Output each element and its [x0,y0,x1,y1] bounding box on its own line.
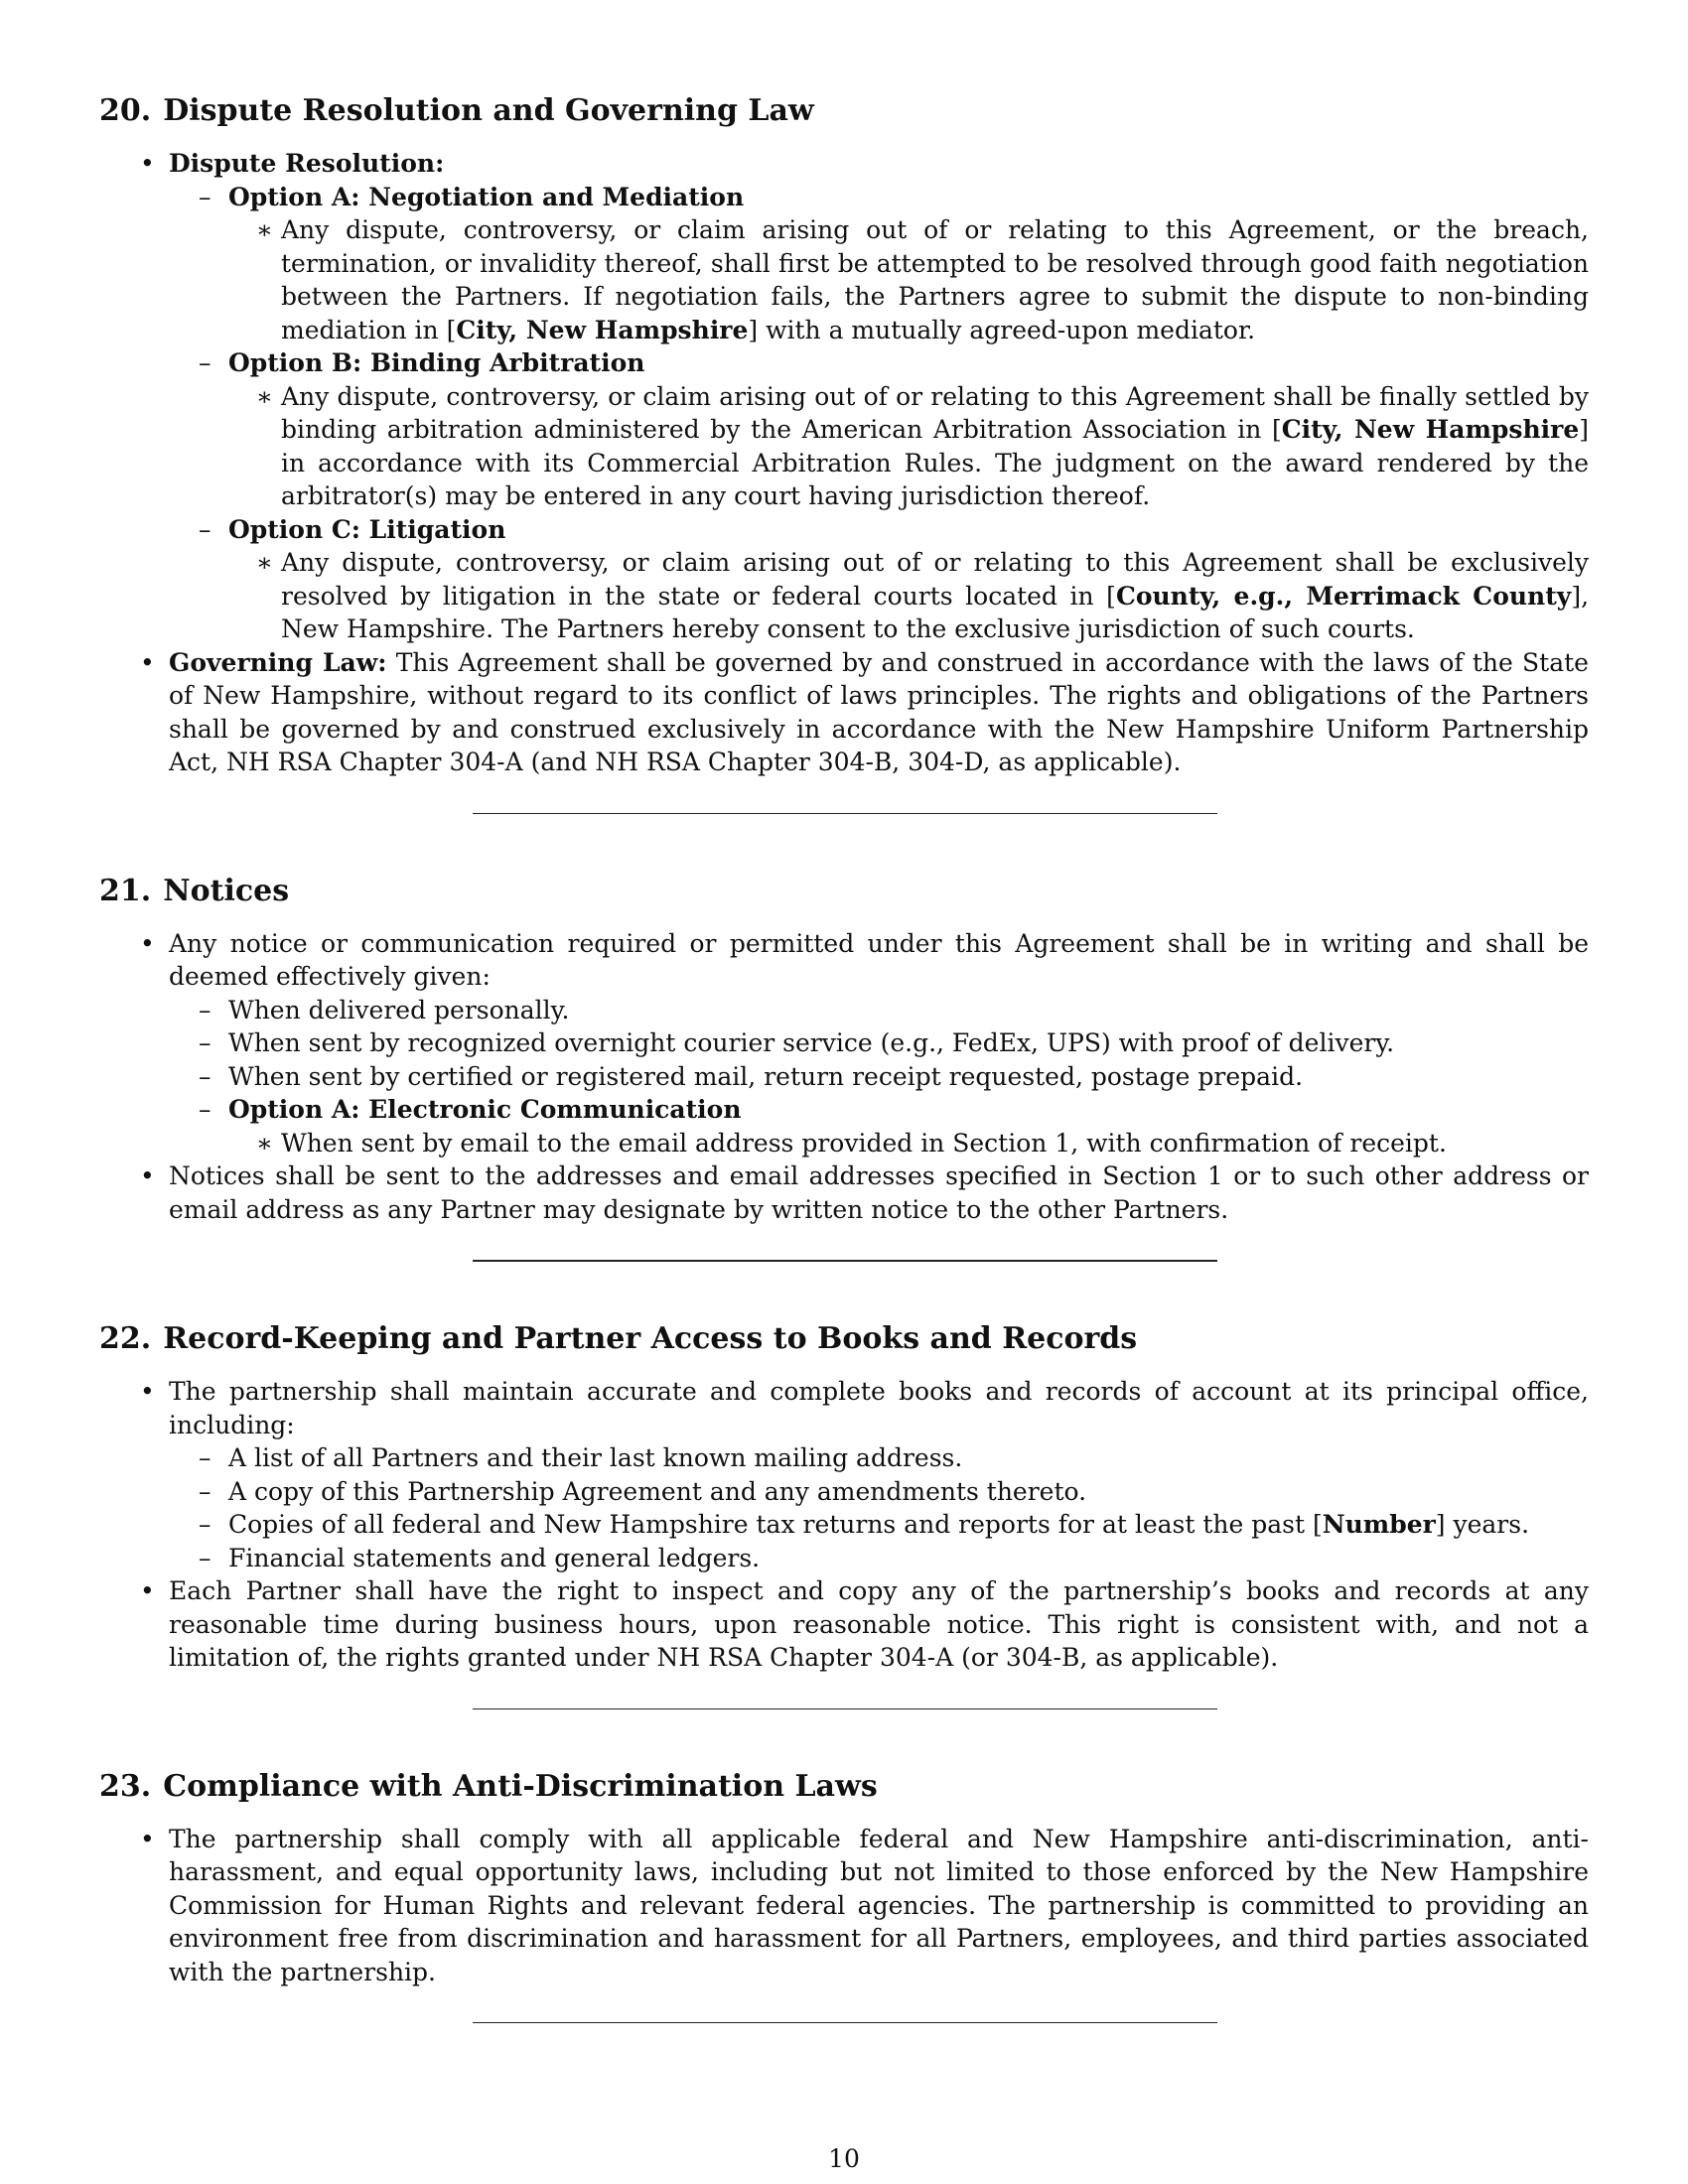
bold-label: Dispute Resolution: [169,149,445,178]
sub-sub-item: ∗ When sent by email to the email address provided in Section 1, with confirmation of receipt. [228,1127,1589,1160]
bullet-list [99,147,1589,779]
sub-sub-item [228,213,1589,346]
placeholder-text: Number [1322,1510,1436,1539]
sub-sub-item [228,546,1589,646]
sub-item [169,1508,1589,1542]
paragraph-text: ] with a mutually agreed-upon mediator. [748,315,1256,344]
paragraph-text: Any dispute, controversy, or claim arising out of or relating to this Agreement shall be finally settled by binding arbitration administered by the American Arbitration Association in [ [281,381,1589,444]
sub-item: – Financial statements and general ledgers. [169,1542,1589,1575]
section-heading [99,1319,1589,1359]
paragraph-text: Any notice or communication required or permitted under this Agreement shall be in writing and shall be deemed effectively given: [169,928,1589,991]
list-item: • Notices shall be sent to the addresses and email addresses specified in Section 1 or to such other address or email address as any Partner may designate by written notice to the other Partners. [99,1160,1589,1226]
paragraph-text: Any dispute, controversy, or claim arising out of or relating to this Agreement, or the breach, termination, or invalidity thereof, shall first be attempted to be resolved through good faith negotiation between the Partners. If negotiation fails, the Partners agree to submit the dispute to non-binding mediation in [ [281,215,1589,344]
sub-item [169,513,1589,646]
section-20 [99,91,1589,814]
placeholder-text: City, New Hampshire [1281,415,1580,444]
placeholder-text: County, e.g., Merrimack County [1115,581,1572,611]
sub-sub-list [228,213,1589,346]
placeholder-text: City, New Hampshire [456,315,749,344]
list-item [99,927,1589,1160]
bullet-list [99,927,1589,1227]
sub-item: – When sent by certified or registered mail, return receipt requested, postage prepaid. [169,1060,1589,1094]
paragraph-text: This Agreement shall be governed by and construed in accordance with the laws of the State of New Hampshire, without regard to its conflict of laws principles. The rights and obligations of the Partners shall be governed by and construed exclusively in accordance with the New Hampshire Uniform Partnership Act, NH RSA Chapter 304-A (and NH RSA Chapter 304-B, 304-D, as applicable). [169,647,1589,776]
horizontal-rule [473,2022,1217,2023]
list-item: • The partnership shall comply with all applicable federal and New Hampshire anti-discrimination, anti-harassment, and equal opportunity laws, including but not limited to those enforced by the New Hampshire Commission for Human Rights and relevant federal agencies. The partnership is committed to providing an environment free from discrimination and harassment for all Partners, employees, and third parties associated with the partnership. [99,1823,1589,1989]
section-21 [99,872,1589,1263]
horizontal-rule [473,1708,1217,1709]
section-number: 22. [99,1321,152,1356]
section-number: 23. [99,1768,152,1804]
option-label: Option B: Binding Arbitration [228,348,645,377]
sub-sub-list [228,1127,1589,1160]
sub-item: – A list of all Partners and their last known mailing address. [169,1441,1589,1475]
list-item [99,1375,1589,1574]
section-heading [99,872,1589,911]
paragraph-text: ] in accordance with its Commercial Arbitration Rules. The judgment on the award rendered by the arbitrator(s) may be entered in any court having jurisdiction thereof. [281,415,1589,510]
bullet-list [99,1823,1589,1989]
list-item [99,646,1589,779]
option-label: Option C: Litigation [228,514,506,544]
sub-item: – When sent by recognized overnight courier service (e.g., FedEx, UPS) with proof of delivery. [169,1026,1589,1060]
option-label: Option A: Negotiation and Mediation [228,182,745,211]
paragraph-text: Any dispute, controversy, or claim arising out of or relating to this Agreement shall be exclusively resolved by litigation in the state or federal courts located in [ [281,548,1589,611]
bold-label: Governing Law: [169,647,387,677]
sub-item [169,1093,1589,1160]
sub-item [169,346,1589,513]
option-label: Option A: Electronic Communication [228,1095,742,1124]
horizontal-rule [473,813,1217,814]
section-title: Notices [163,873,290,908]
list-item: • Each Partner shall have the right to inspect and copy any of the partnership’s books and records at any reasonable time during business hours, upon reasonable notice. This right is consistent with, and not a limitation of, the rights granted under NH RSA Chapter 304-A (or 304-B, as applicable). [99,1574,1589,1675]
page-number: 10 [828,2144,860,2173]
sub-list [169,994,1589,1160]
sub-item: – When delivered personally. [169,994,1589,1027]
sub-list [169,181,1589,646]
list-item [99,147,1589,646]
section-22 [99,1319,1589,1709]
section-heading [99,1767,1589,1807]
sub-sub-item [228,380,1589,513]
section-number: 21. [99,873,152,908]
section-number: 20. [99,93,152,128]
section-23 [99,1767,1589,2024]
sub-item [169,181,1589,347]
sub-sub-list [228,380,1589,513]
bullet-list [99,1375,1589,1675]
sub-item: – A copy of this Partnership Agreement and any amendments thereto. [169,1475,1589,1509]
horizontal-rule [473,1260,1217,1262]
sub-sub-list [228,546,1589,646]
paragraph-text: The partnership shall maintain accurate and complete books and records of account at its principal office, including: [169,1377,1589,1439]
section-title: Dispute Resolution and Governing Law [163,93,814,128]
document-page [99,91,1589,2081]
sub-list [169,1441,1589,1574]
section-title: Record-Keeping and Partner Access to Books and Records [163,1321,1138,1356]
section-heading [99,91,1589,131]
paragraph-text: Copies of all federal and New Hampshire tax returns and reports for at least the past [ [228,1510,1323,1539]
section-title: Compliance with Anti-Discrimination Laws [163,1768,878,1804]
paragraph-text: ] years. [1435,1510,1530,1539]
paragraph-text: ], New Hampshire. The Partners hereby consent to the exclusive jurisdiction of such courts. [281,581,1590,643]
